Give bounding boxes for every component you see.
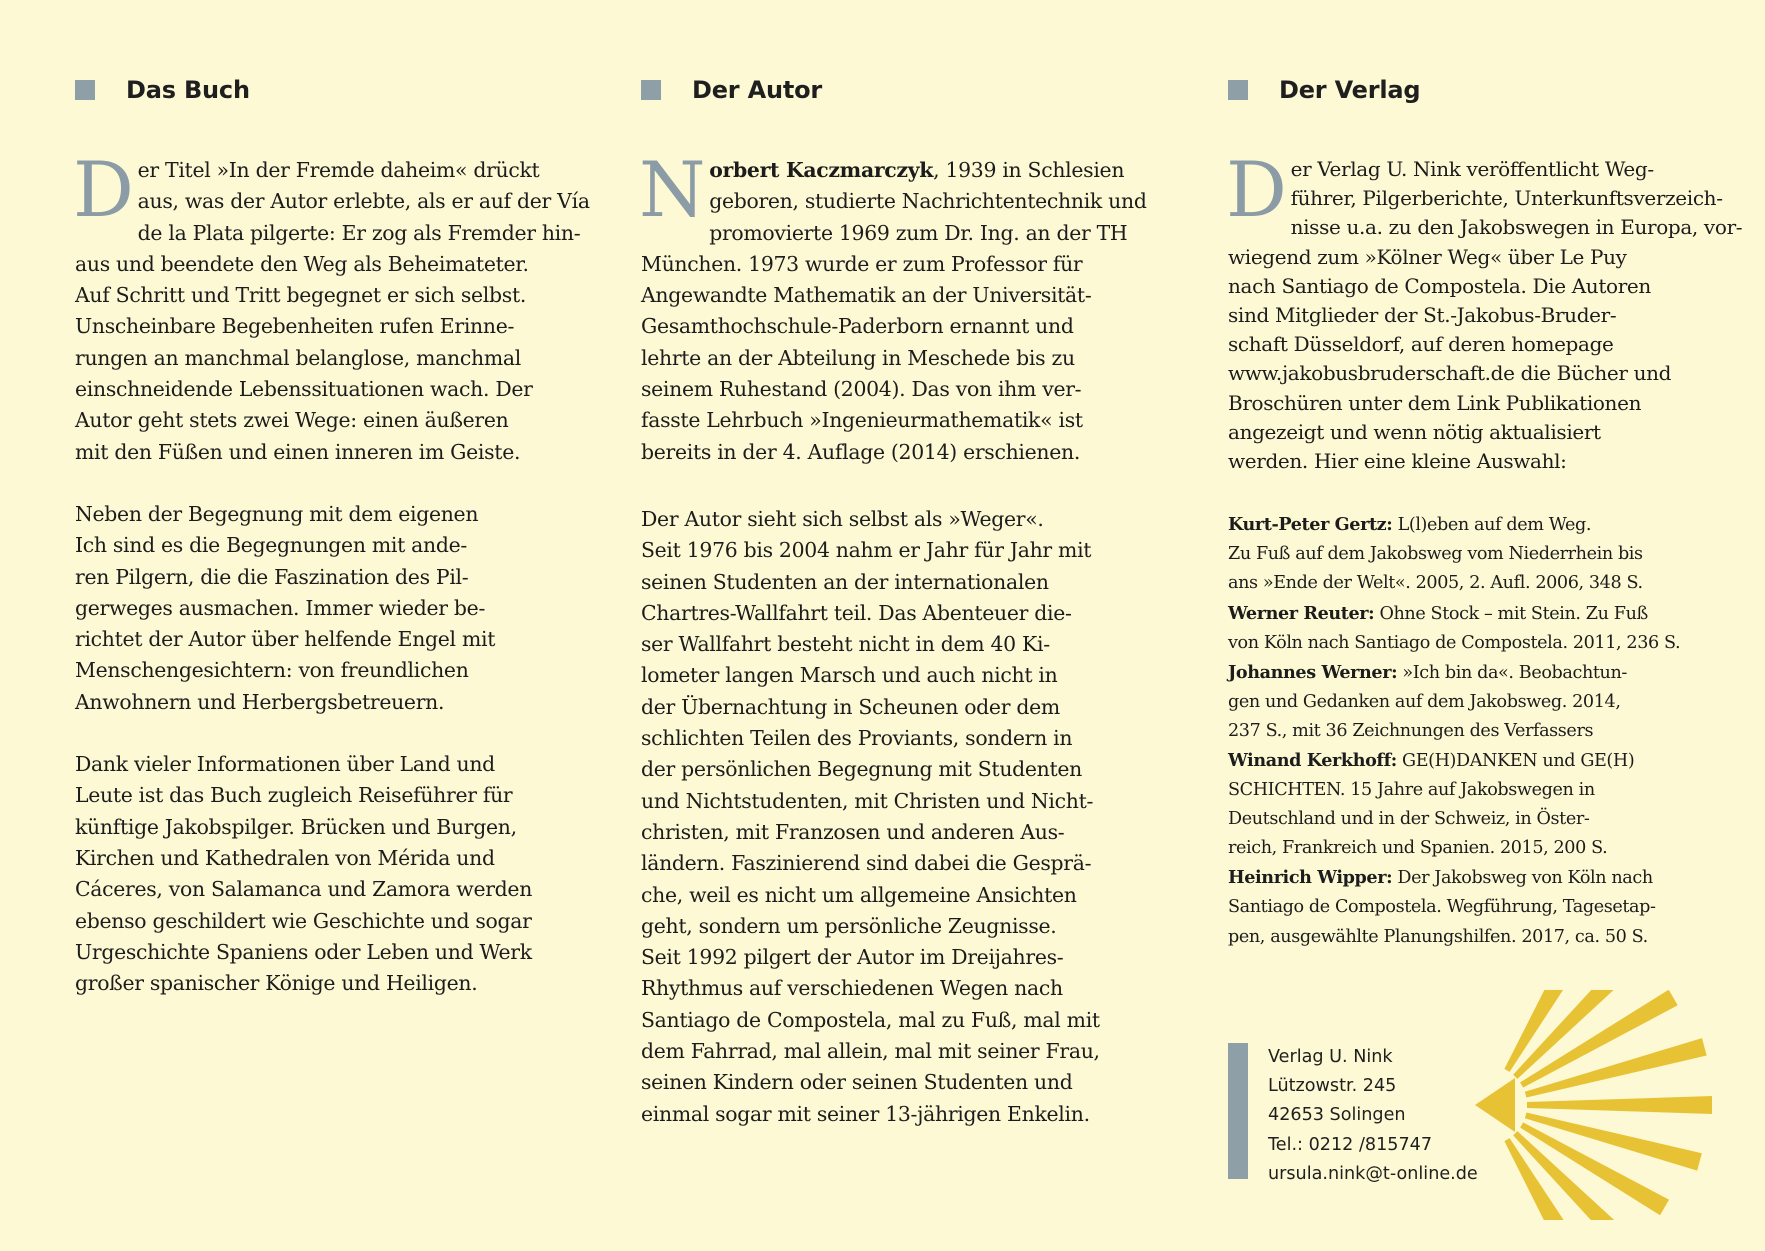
- text-line: aus und beendete den Weg als Beheimateter.: [75, 251, 529, 276]
- book-author: Kurt-Peter Gertz:: [1228, 514, 1393, 536]
- text-line: reich, Frankreich und Spanien. 2015, 200 S.: [1228, 838, 1608, 859]
- street: Lützowstr. 245: [1268, 1076, 1397, 1097]
- text-line: 237 S., mit 36 Zeichnungen des Verfassers: [1228, 720, 1594, 741]
- text-line: Kirchen und Kathedralen von Mérida und: [75, 845, 495, 870]
- book-list: [1228, 510, 1698, 951]
- text-line: großer spanischer Könige und Heiligen.: [75, 971, 478, 996]
- text-line: ans »Ende der Welt«. 2005, 2. Aufl. 2006, 348 S.: [1228, 573, 1643, 594]
- square-bullet-icon: [75, 80, 95, 100]
- column-das-buch: [73, 70, 590, 996]
- text-fragment: , 1939 in Schlesien: [933, 158, 1125, 182]
- text-line: fasste Lehrbuch »Ingenieurmathematik« ist: [641, 408, 1083, 433]
- section-heading: [641, 70, 1146, 110]
- text-line: geboren, studierte Nachrichtentechnik und: [709, 189, 1147, 214]
- text-line: Broschüren unter dem Link Publikationen: [1228, 390, 1642, 415]
- text-line: christen, mit Franzosen und anderen Aus-: [641, 819, 1065, 844]
- text-line: promovierte 1969 zum Dr. Ing. an der TH: [709, 220, 1128, 245]
- text-line: Santiago de Compostela, mal zu Fuß, mal mit: [641, 1007, 1100, 1032]
- text-line: www.jakobusbruderschaft.de die Bücher und: [1228, 361, 1672, 386]
- text-line: Angewandte Mathematik an der Universität-: [641, 283, 1092, 308]
- text-line: lometer langen Marsch und auch nicht in: [641, 663, 1058, 688]
- text-line: bereits in der 4. Auflage (2014) erschienen.: [641, 439, 1081, 464]
- list-item: [1228, 746, 1698, 776]
- text-line: [641, 155, 1146, 186]
- text-line: Auf Schritt und Tritt begegnet er sich selbst.: [75, 283, 527, 308]
- text-line: angezeigt und wenn nötig aktualisiert: [1228, 419, 1601, 444]
- text-line: lehrte an der Abteilung in Meschede bis zu: [641, 345, 1075, 370]
- text-line: schaft Düsseldorf, auf deren homepage: [1228, 332, 1614, 357]
- text-fragment: L(l)eben auf dem Weg.: [1392, 515, 1592, 536]
- paragraph: [1226, 145, 1743, 476]
- text-line: einmal sogar mit seiner 13-jährigen Enkelin.: [641, 1101, 1090, 1126]
- text-line: München. 1973 wurde er zum Professor für: [641, 251, 1083, 276]
- text-line: sind Mitglieder der St.-Jakobus-Bruder-: [1228, 303, 1617, 328]
- text-line: pen, ausgewählte Planungshilfen. 2017, ca. 50 S.: [1228, 926, 1648, 947]
- text-line: mit den Füßen und einen inneren im Geiste.: [75, 439, 521, 464]
- text-line: ebenso geschildert wie Geschichte und sogar: [75, 908, 532, 933]
- section-title: Der Autor: [692, 76, 823, 104]
- text-line: Menschengesichtern: von freundlichen: [75, 658, 469, 683]
- text-line: Der Autor sieht sich selbst als »Weger«.: [641, 506, 1044, 531]
- paragraph: [641, 504, 1146, 1130]
- text-line: und Nichtstudenten, mit Christen und Nicht-: [641, 788, 1094, 813]
- drop-cap: D: [73, 145, 134, 234]
- text-line: geht, sondern um persönliche Zeugnisse.: [641, 913, 1057, 938]
- shell-ray: [1527, 1096, 1712, 1114]
- section-body: [1226, 145, 1743, 952]
- book-author: Werner Reuter:: [1228, 602, 1375, 624]
- list-item: [1228, 658, 1698, 688]
- section-title: Der Verlag: [1279, 76, 1421, 104]
- text-line: Ich sind es die Begegnungen mit ande-: [75, 533, 467, 558]
- paragraph: [75, 749, 575, 999]
- text-fragment: GE(H)DANKEN und GE(H): [1396, 750, 1635, 771]
- phone: Tel.: 0212 /815747: [1268, 1134, 1433, 1155]
- text-line: führer, Pilgerberichte, Unterkunftsverzeich-: [1290, 186, 1723, 211]
- text-line: Unscheinbare Begebenheiten rufen Erinne-: [75, 314, 515, 339]
- book-author: Winand Kerkhoff:: [1228, 749, 1397, 771]
- section-heading: [75, 70, 575, 110]
- text-line: rungen an manchmal belanglose, manchmal: [75, 345, 521, 370]
- text-line: künftige Jakobspilger. Brücken und Burgen,: [75, 814, 517, 839]
- text-line: gerweges ausmachen. Immer wieder be-: [75, 595, 486, 620]
- square-bullet-icon: [1228, 80, 1248, 100]
- section-body: [639, 145, 1147, 1161]
- text-line: Santiago de Compostela. Wegführung, Tagesetap-: [1228, 897, 1656, 918]
- paragraph: [73, 145, 590, 468]
- paragraph: [639, 145, 1147, 468]
- text-line: Autor geht stets zwei Wege: einen äußeren: [75, 408, 509, 433]
- text-line: seinem Ruhestand (2004). Das von ihm ver-: [641, 377, 1082, 402]
- text-line: gen und Gedanken auf dem Jakobsweg. 2014,: [1228, 691, 1621, 712]
- text-line: werden. Hier eine kleine Auswahl:: [1228, 449, 1567, 474]
- paragraph: [75, 499, 575, 718]
- text-line: Zu Fuß auf dem Jakobsweg vom Niederrhein bis: [1228, 544, 1643, 565]
- section-body: [73, 145, 590, 1030]
- text-line: Anwohnern und Herbergsbetreuern.: [75, 689, 445, 714]
- text-line: richtet der Autor über helfende Engel mit: [75, 627, 496, 652]
- text-line: er Verlag U. Nink veröffentlicht Weg-: [1290, 157, 1654, 181]
- section-heading: [1228, 70, 1698, 110]
- scallop-shell-icon: [1475, 990, 1715, 1220]
- text-line: Urgeschichte Spaniens oder Leben und Werk: [75, 939, 532, 964]
- list-item: [1228, 510, 1698, 540]
- square-bullet-icon: [641, 80, 661, 100]
- author-name: orbert Kaczmarczyk: [709, 158, 934, 182]
- city: 42653 Solingen: [1268, 1105, 1406, 1126]
- text-line: SCHICHTEN. 15 Jahre auf Jakobswegen in: [1228, 780, 1595, 801]
- text-line: aus, was der Autor erlebte, als er auf der Vía: [137, 189, 590, 214]
- publisher-address: [1228, 1043, 1478, 1184]
- column-der-verlag: [1226, 70, 1743, 947]
- text-line: wiegend zum »Kölner Weg« über Le Puy: [1228, 244, 1627, 269]
- text-line: Leute ist das Buch zugleich Reiseführer für: [75, 783, 513, 808]
- text-line: Chartres-Wallfahrt teil. Das Abenteuer die-: [641, 600, 1072, 625]
- text-line: che, weil es nicht um allgemeine Ansichten: [641, 882, 1077, 907]
- list-item: [1228, 599, 1698, 629]
- drop-cap: D: [1226, 145, 1287, 234]
- text-line: Seit 1976 bis 2004 nahm er Jahr für Jahr mit: [641, 538, 1092, 563]
- text-line: Cáceres, von Salamanca und Zamora werden: [75, 877, 533, 902]
- text-line: seinen Studenten an der internationalen: [641, 569, 1049, 594]
- text-line: einschneidende Lebenssituationen wach. Der: [75, 377, 533, 402]
- text-line: von Köln nach Santiago de Compostela. 2011, 236 S.: [1228, 632, 1681, 653]
- book-author: Heinrich Wipper:: [1228, 867, 1393, 889]
- text-line: Rhythmus auf verschiedenen Wegen nach: [641, 976, 1063, 1001]
- text-line: ren Pilgern, die die Faszination des Pil-: [75, 564, 469, 589]
- book-author: Johannes Werner:: [1228, 661, 1398, 683]
- text-line: ländern. Faszinierend sind dabei die Gesprä-: [641, 851, 1092, 876]
- text-line: schlichten Teilen des Proviants, sondern in: [641, 726, 1073, 751]
- text-line: seinen Kindern oder seinen Studenten und: [641, 1070, 1073, 1095]
- text-line: Dank vieler Informationen über Land und: [75, 752, 495, 777]
- text-line: Gesamthochschule-Paderborn ernannt und: [641, 314, 1074, 339]
- text-line: nach Santiago de Compostela. Die Autoren: [1228, 273, 1651, 298]
- text-fragment: »Ich bin da«. Beobachtun-: [1397, 662, 1627, 683]
- text-line: er Titel »In der Fremde daheim« drückt: [137, 158, 540, 182]
- text-line: der Übernachtung in Scheunen oder dem: [641, 694, 1060, 719]
- text-line: Deutschland und in der Schweiz, in Öster-: [1228, 809, 1590, 830]
- section-title: Das Buch: [126, 76, 250, 104]
- text-line: de la Plata pilgerte: Er zog als Fremder hin-: [137, 220, 581, 245]
- email[interactable]: ursula.nink@t-online.de: [1268, 1163, 1478, 1184]
- text-line: Neben der Begegnung mit dem eigenen: [75, 501, 479, 526]
- text-fragment: Ohne Stock – mit Stein. Zu Fuß: [1374, 603, 1648, 624]
- column-der-autor: [639, 70, 1147, 1126]
- text-fragment: Der Jakobsweg von Köln nach: [1392, 868, 1653, 889]
- shell-base: [1475, 1078, 1515, 1132]
- text-line: dem Fahrrad, mal allein, mal mit seiner Frau,: [641, 1039, 1100, 1064]
- text-line: der persönlichen Begegnung mit Studenten: [641, 757, 1082, 782]
- drop-cap: N: [639, 145, 706, 234]
- text-line: ser Wallfahrt besteht nicht in dem 40 Ki-: [641, 632, 1050, 657]
- text-line: Seit 1992 pilgert der Autor im Dreijahres-: [641, 945, 1064, 970]
- publisher-name: Verlag U. Nink: [1268, 1047, 1393, 1067]
- list-item: [1228, 863, 1698, 893]
- text-line: nisse u.a. zu den Jakobswegen in Europa, vor-: [1290, 215, 1743, 240]
